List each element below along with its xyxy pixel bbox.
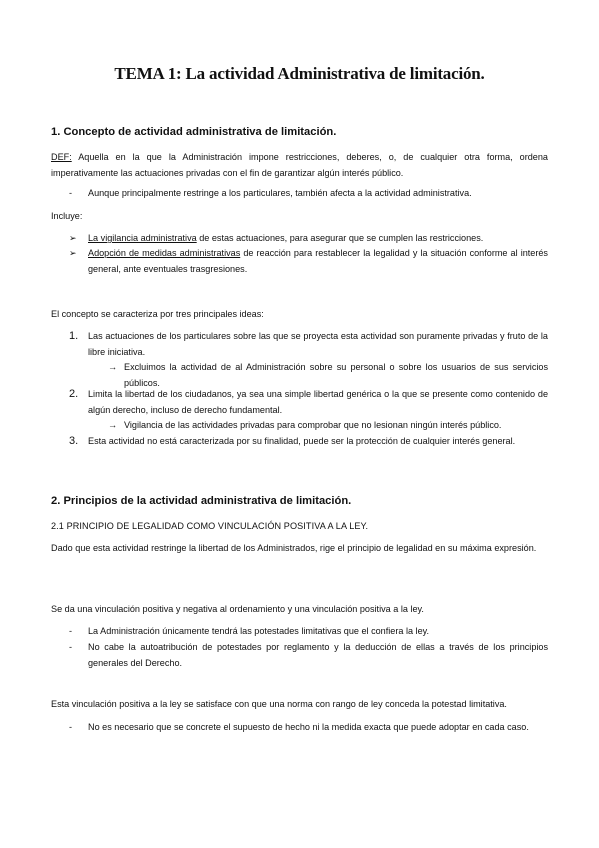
arrow-item-medidas xyxy=(88,246,548,277)
list-number: 3. xyxy=(69,435,79,447)
item-text: de reacción para restablecer la legalidad y la situación conforme al interés general, ante eventuales trasgresiones. xyxy=(88,248,548,274)
list-item-1: Las actuaciones de los particulares sobre las que se proyecta esta actividad son puramente privadas y fruto de la libre iniciativa. xyxy=(88,331,548,357)
definition-paragraph xyxy=(51,150,548,181)
section-1-heading: 1. Concepto de actividad administrativa de limitación. xyxy=(51,126,337,138)
bullet-item: No cabe la autoatribución de potestades por reglamento y la deducción de ellas a través de los principios generales del Derecho. xyxy=(88,642,548,668)
bullet-item: No es necesario que se concrete el supuesto de hecho ni la medida exacta que puede adoptar en cada caso. xyxy=(88,722,529,732)
vinculacion-paragraph: Se da una vinculación positiva y negativa al ordenamiento y una vinculación positiva a la ley. xyxy=(51,604,424,614)
legalidad-paragraph: Dado que esta actividad restringe la libertad de los Administrados, rige el principio de legalidad en su máxima expresión. xyxy=(51,543,537,553)
list-item-2-sub: Vigilancia de las actividades privadas para comprobar que no lesionan ningún interés público. xyxy=(124,420,502,430)
underlined-term: La vigilancia administrativa xyxy=(88,233,197,243)
list-item-2: Limita la libertad de los ciudadanos, ya sea una simple libertad genérica o la que se presente como contenido de algún derecho, incluso de derecho fundamental. xyxy=(88,389,548,415)
item-text: de estas actuaciones, para asegurar que se cumplen las restricciones. xyxy=(196,233,484,243)
list-number: 1. xyxy=(69,330,79,342)
subsection-heading: 2.1 PRINCIPIO DE LEGALIDAD COMO VINCULACIÓN POSITIVA A LA LEY. xyxy=(51,521,369,531)
document-title: TEMA 1: La actividad Administrativa de limitación. xyxy=(114,64,485,83)
arrow-icon: → xyxy=(108,420,118,430)
dash-marker: - xyxy=(69,642,73,652)
concepto-paragraph: El concepto se caracteriza por tres principales ideas: xyxy=(51,309,264,319)
underlined-term: Adopción de medidas administrativas xyxy=(88,248,241,258)
list-item-1-sub: Excluimos la actividad de al Administración sobre su personal o sobre los usuarios de sus servicios públicos. xyxy=(124,362,548,388)
dash-marker: - xyxy=(69,722,73,732)
bullet-item: Aunque principalmente restringe a los particulares, también afecta a la actividad administrativa. xyxy=(88,188,472,198)
chevron-icon: ➢ xyxy=(69,233,77,243)
bullet-item: La Administración únicamente tendrá las potestades limitativas que el confiera la ley. xyxy=(88,626,430,636)
chevron-icon: ➢ xyxy=(69,248,77,258)
arrow-icon: → xyxy=(108,362,118,372)
dash-marker: - xyxy=(69,188,73,198)
arrow-item-vigilancia xyxy=(88,231,548,247)
def-text: Aquella en la que la Administración impone restricciones, deberes, o, de cualquier otra forma, ordena imperativamente las actuaciones privadas con el fin de garantizar algún interés público. xyxy=(51,152,548,178)
list-number: 2. xyxy=(69,388,79,400)
list-item-3: Esta actividad no está caracterizada por su finalidad, puede ser la protección de cualquier interés general. xyxy=(88,436,516,446)
section-2-heading: 2. Principios de la actividad administrativa de limitación. xyxy=(51,495,352,507)
satisfaccion-paragraph: Esta vinculación positiva a la ley se satisface con que una norma con rango de ley conceda la potestad limitativa. xyxy=(51,699,507,709)
def-label: DEF: xyxy=(51,152,72,162)
dash-marker: - xyxy=(69,626,73,636)
incluye-label: Incluye: xyxy=(51,211,83,221)
